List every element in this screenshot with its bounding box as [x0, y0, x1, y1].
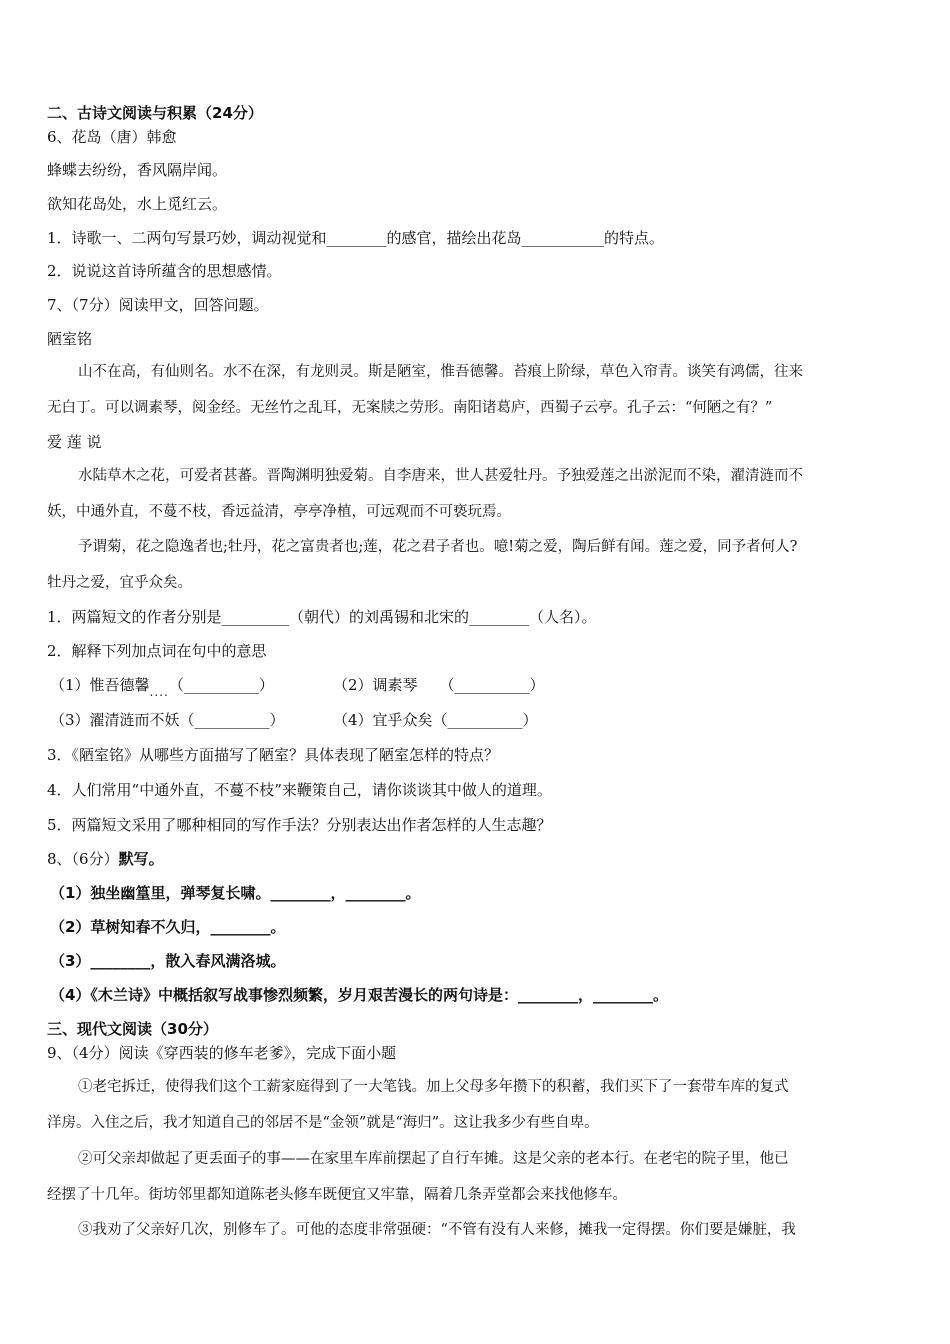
q7-item-1-label: （1）惟吾德馨: [50, 676, 150, 694]
q7-item-2-label: （2）调素琴: [333, 676, 418, 694]
q9-para3-line-1: ③我劝了父亲好几次，别修车了。可他的态度非常强硬：“不管有没有人来修，摊我一定得摆。你们要是嫌脏，我: [78, 1222, 796, 1238]
q7-item-1-blank: （__________）: [168, 676, 274, 694]
text1-line-1: 山不在高，有仙则名。水不在深，有龙则灵。斯是陋室，惟吾德馨。苔痕上阶绿，草色入帘青。谈笑有鸿儒，往来: [78, 364, 803, 380]
q8-header-bold: 默写。: [118, 850, 164, 868]
poem-line-2: 欲知花岛处，水上觅红云。: [47, 195, 228, 213]
q8-item-3: （3）________，散入春风满洛城。: [50, 952, 286, 970]
q7-question-3: 3．《陋室铭》从哪些方面描写了陋室？具体表现了陋室怎样的特点？: [47, 746, 500, 764]
q7-question-4: 4．人们常用“中通外直，不蔓不枝”来鞭策自己，请你谈谈其中做人的道理。: [47, 781, 552, 799]
q6-question-1: 1．诗歌一、二两句写景巧妙，调动视觉和________的感官，描绘出花岛___________的特点。: [47, 229, 665, 247]
q7-question-5: 5．两篇短文采用了哪种相同的写作手法？分别表达出作者怎样的人生志趣？: [47, 816, 552, 834]
q7-item-2-blank: （__________）: [439, 676, 545, 694]
q7-question-1: 1．两篇短文的作者分别是_________（朝代）的刘禹锡和北宋的________（人名）。: [47, 608, 597, 626]
q8-item-1: （1）独坐幽篁里，弹琴复长啸。________，________。: [50, 884, 421, 902]
q9-para1-line-1: ①老宅拆迁，使得我们这个工薪家庭得到了一大笔钱。加上父母多年攒下的积蓄，我们买下了一套带车库的复式: [78, 1079, 789, 1095]
text1-line-2: 无白丁。可以调素琴，阅金经。无丝竹之乱耳，无案牍之劳形。南阳诸葛庐，西蜀子云亭。孔子云：“何陋之有？”: [47, 400, 773, 416]
q7-item-4: [333, 710, 538, 730]
text1-title: 陋室铭: [47, 330, 93, 348]
q9-para2-line-2: 经摆了十几年。街坊邻里都知道陈老头修车既便宜又牢靠，隔着几条弄堂都会来找他修车。: [47, 1187, 627, 1203]
q8-item-4: （4）《木兰诗》中概括叙写战事惨烈频繁，岁月艰苦漫长的两句诗是：________，________。: [50, 986, 668, 1004]
q7-item-3-label: （3）濯清涟而不妖: [50, 711, 180, 729]
section2-title: 二、古诗文阅读与积累（24分）: [47, 104, 263, 122]
q8-item-2: （2）草树知春不久归，________。: [50, 918, 286, 936]
q6-question-2: 2．说说这首诗所蕴含的思想感情。: [47, 262, 282, 280]
q7-item-4-blank: （__________）: [432, 711, 538, 729]
text2-title: 爱 莲 说: [47, 433, 102, 451]
q9-para2-line-1: ②可父亲却做起了更丢面子的事——在家里车库前摆起了自行车摊。这是父亲的老本行。在老宅的院子里，他已: [78, 1151, 789, 1167]
q7-item-2: [333, 675, 545, 695]
q6-header: 6、花岛（唐）韩愈: [47, 128, 177, 146]
q7-item-3: [50, 710, 285, 730]
q9-para1-line-2: 洋房。入住之后，我才知道自己的邻居不是“金领”就是“海归”。这让我多少有些自卑。: [47, 1115, 599, 1131]
q8-header: [47, 849, 164, 869]
q8-header-prefix: 8、（6分）: [47, 850, 119, 868]
text2-para1-line-1: 水陆草木之花，可爱者甚蕃。晋陶渊明独爱菊。自李唐来，世人甚爱牡丹。予独爱莲之出淤泥而不染，濯清涟而不: [78, 468, 803, 484]
q7-item-3-blank: （__________）: [179, 711, 285, 729]
q7-question-2: 2．解释下列加点词在句中的意思: [47, 642, 267, 660]
poem-line-1: 蜂蝶去纷纷，香风隔岸闻。: [47, 161, 228, 179]
emphasis-dots: ....: [149, 685, 169, 699]
text2-para1-line-2: 妖，中通外直，不蔓不枝，香远益清，亭亭净植，可远观而不可亵玩焉。: [47, 504, 511, 520]
q7-item-4-label: （4）宜乎众矣: [333, 711, 433, 729]
q7-item-1: [50, 675, 274, 699]
text2-para2-line-2: 牡丹之爱，宜乎众矣。: [47, 575, 192, 591]
q7-header: 7、（7分）阅读甲文，回答问题。: [47, 296, 269, 314]
q9-header: 9、（4分）阅读《穿西装的修车老爹》，完成下面小题: [47, 1044, 397, 1062]
text2-para2-line-1: 予谓菊，花之隐逸者也;牡丹，花之富贵者也;莲，花之君子者也。噫!菊之爱，陶后鲜有闻。莲之爱，同予者何人?: [78, 539, 798, 555]
section3-title: 三、现代文阅读（30分）: [47, 1020, 218, 1038]
